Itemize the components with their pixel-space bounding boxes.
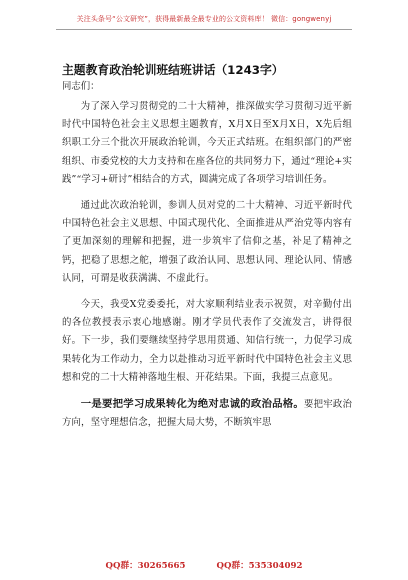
- paragraph-1: 为了深入学习贯彻党的二十大精神，推深做实学习贯彻习近平新时代中国特色社会主义思想主题教育，X月X日至X月X日，X先后组织职工分三个批次开展政治轮训，今天正式结班。在组织部门的严密组织、市委党校的大力支持和在座各位的共同努力下，通过“理论+实践”“学习+研讨”相结合的方式，圆满完成了各项学习培训任务。: [62, 101, 352, 185]
- paragraph-4: [62, 395, 352, 432]
- point-one-body: 要把牢政治方向，坚守理想信念，把握大局大势，不断筑牢思: [62, 399, 352, 429]
- header-banner: [0, 0, 408, 34]
- footer-qq-group-1: QQ群：30265665: [105, 561, 186, 571]
- point-one-heading: 一是要把学习成果转化为绝对忠诚的政治品格。: [80, 398, 304, 411]
- paragraph-2: 通过此次政治轮训，参训人员对党的二十大精神、习近平新时代中国特色社会主义思想、中国式现代化、全面推进从严治党等内容有了更加深刻的理解和把握，进一步筑牢了信仰之基，补足了精神之钙，把稳了思想之舵，增强了政治认同、思想认同、理论认同、情感认同，可谓是收获满满、不虚此行。: [62, 200, 352, 284]
- footer-contact: [0, 559, 408, 571]
- document-title: 主题教育政治轮训班结班讲话（1243字）: [62, 63, 284, 77]
- salutation: 同志们：: [62, 81, 100, 92]
- footer-qq-group-2: QQ群：535304092: [216, 561, 303, 571]
- document-body: [62, 62, 352, 432]
- header-promo-text: 关注头条号“公文研究”，获得最新最全最专业的公文资料库！ 微信：gongwenyj: [76, 15, 332, 23]
- paragraph-3: 今天，我受X党委委托，对大家顺利结业表示祝贺，对辛勤付出的各位教授表示衷心地感谢。刚才学员代表作了交流发言，讲得很好。下一步，我们要继续坚持学思用贯通、知信行统一，力促学习成果转化为工作动力，全力以赴推动习近平新时代中国特色社会主义思想和党的二十大精神落地生根、开花结果。下面，我提三点意见。: [62, 299, 352, 383]
- header-divider: [56, 29, 352, 30]
